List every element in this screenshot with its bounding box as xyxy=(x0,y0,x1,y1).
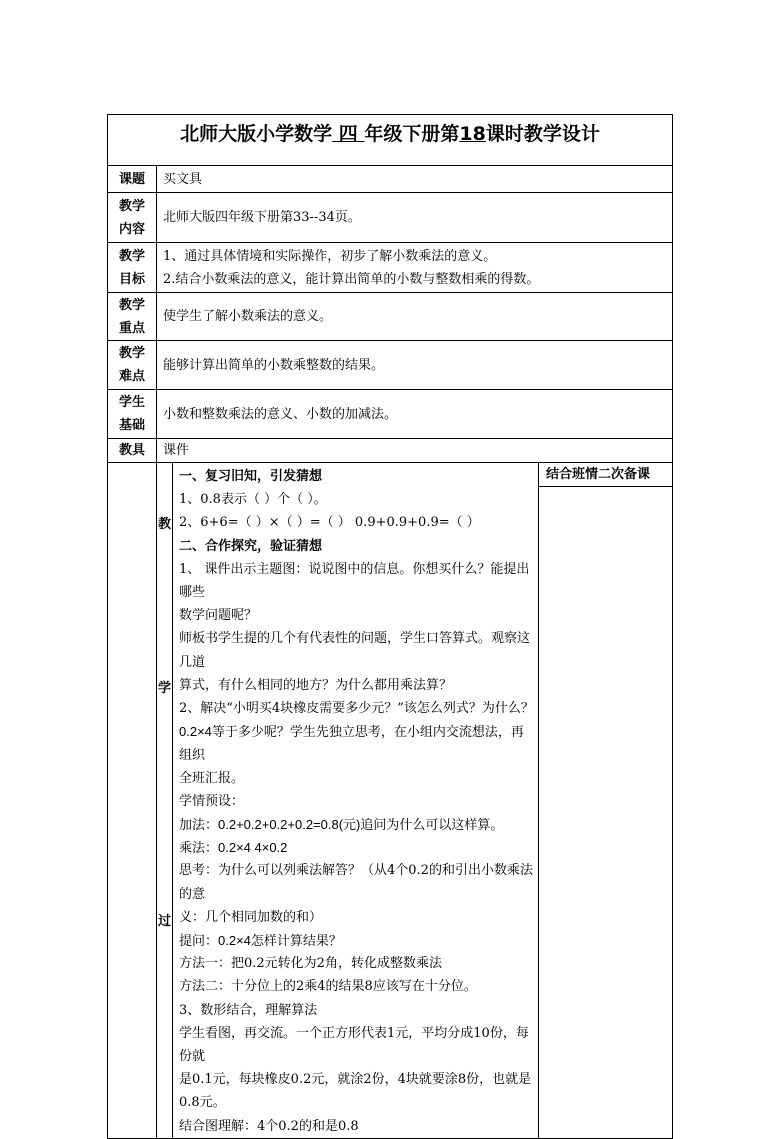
basis-value: 小数和整数乘法的意义、小数的加减法。 xyxy=(157,390,673,439)
notes-column xyxy=(539,463,673,1139)
title-lesson-number: 18 xyxy=(459,123,486,145)
content-value: 北师大版四年级下册第33--34页。 xyxy=(157,193,673,243)
difficulty-label: 教学 难点 xyxy=(108,341,157,390)
title-row xyxy=(108,115,673,166)
process-line: 学情预设： xyxy=(179,793,245,809)
basis-label: 学生 基础 xyxy=(108,390,157,439)
document-title xyxy=(108,115,673,166)
process-side-label xyxy=(157,463,173,1139)
topic-label: 课题 xyxy=(108,166,157,193)
row-topic xyxy=(108,166,673,193)
process-line: 数学问题呢？ xyxy=(179,608,258,624)
process-line: 算式，有什么相同的地方？为什么都用乘法算？ xyxy=(179,677,453,693)
process-line: 是0.1元，每块橡皮0.2元，就涂2份，4块就要涂8份，也就是0.8元。 xyxy=(179,1072,532,1111)
content-label: 教学 内容 xyxy=(108,193,157,243)
process-content xyxy=(173,463,539,1139)
title-prefix: 北师大版小学数学 xyxy=(180,123,333,145)
process-line: 1、0.8表示（ ）个（ ）。 xyxy=(179,492,327,508)
lesson-plan-document xyxy=(107,114,672,1139)
process-line: 思考：为什么可以列乘法解答？（从4个0.2的和引出小数乘法的意 xyxy=(179,863,533,902)
lesson-plan-table xyxy=(107,114,673,1139)
difficulty-value: 能够计算出简单的小数乘整数的结果。 xyxy=(157,341,673,390)
process-line: 师板书学生提的几个有代表性的问题，学生口答算式。观察这几道 xyxy=(179,631,531,670)
process-line: 0.2×4等于多少呢？学生先独立思考，在小组内交流想法，再组织 xyxy=(179,724,524,763)
goals-label: 教学 目标 xyxy=(108,243,157,293)
keypoint-value: 使学生了解小数乘法的意义。 xyxy=(157,293,673,341)
side-label-char-2: 学 xyxy=(157,681,171,696)
process-line: 方法二：十分位上的2乘4的结果8应该写在十分位。 xyxy=(179,979,477,995)
row-difficulty xyxy=(108,341,673,390)
row-content xyxy=(108,193,673,243)
notes-header: 结合班情二次备课 xyxy=(539,463,672,487)
process-line: 方法一：把0.2元转化为2角，转化成整数乘法 xyxy=(179,956,442,972)
process-line: 1、 课件出示主题图：说说图中的信息。你想买什么？能提出哪些 xyxy=(179,561,530,601)
section-heading-review: 一、复习旧知，引发猜想 xyxy=(179,469,323,484)
tools-label: 教具 xyxy=(108,439,157,463)
row-keypoint xyxy=(108,293,673,341)
topic-value: 买文具 xyxy=(157,166,673,193)
tools-value: 课件 xyxy=(157,439,673,463)
process-line: 2、6+6=（ ）×（ ）=（ ） 0.9+0.9+0.9=（ ） xyxy=(179,515,480,531)
process-line: 提问：0.2×4怎样计算结果？ xyxy=(179,933,342,949)
keypoint-label: 教学 重点 xyxy=(108,293,157,341)
row-tools xyxy=(108,439,673,463)
process-line: 结合图理解：4个0.2的和是0.8 xyxy=(179,1118,359,1134)
process-line: 加法：0.2+0.2+0.2+0.2=0.8(元)追问为什么可以这样算。 xyxy=(179,817,504,833)
row-basis xyxy=(108,390,673,439)
process-line: 3、数形结合，理解算法 xyxy=(179,1002,318,1018)
process-line: 2、解决“小明买4块橡皮需要多少元？”该怎么列式？为什么？ xyxy=(179,701,534,717)
process-line: 乘法：0.2×4 4×0.2 xyxy=(179,840,288,856)
title-middle: 年级下册第 xyxy=(364,123,460,145)
row-process xyxy=(108,463,673,1139)
title-suffix: 课时教学设计 xyxy=(485,123,600,145)
row-goals xyxy=(108,243,673,293)
side-label-char-3: 过 xyxy=(157,914,171,929)
title-grade: 四 xyxy=(338,123,358,145)
process-line: 全班汇报。 xyxy=(179,770,245,786)
side-label-char-1: 教 xyxy=(157,517,171,532)
goals-value: 1、通过具体情境和实际操作，初步了解小数乘法的意义。 2.结合小数乘法的意义，能计算出简单的小数与整数相乘的得数。 xyxy=(157,243,673,293)
section-heading-explore: 二、合作探究，验证猜想 xyxy=(179,538,323,554)
process-line: 义：几个相同加数的和） xyxy=(179,909,323,925)
process-line: 学生看图，再交流。一个正方形代表1元，平均分成10份，每份就 xyxy=(179,1025,529,1065)
